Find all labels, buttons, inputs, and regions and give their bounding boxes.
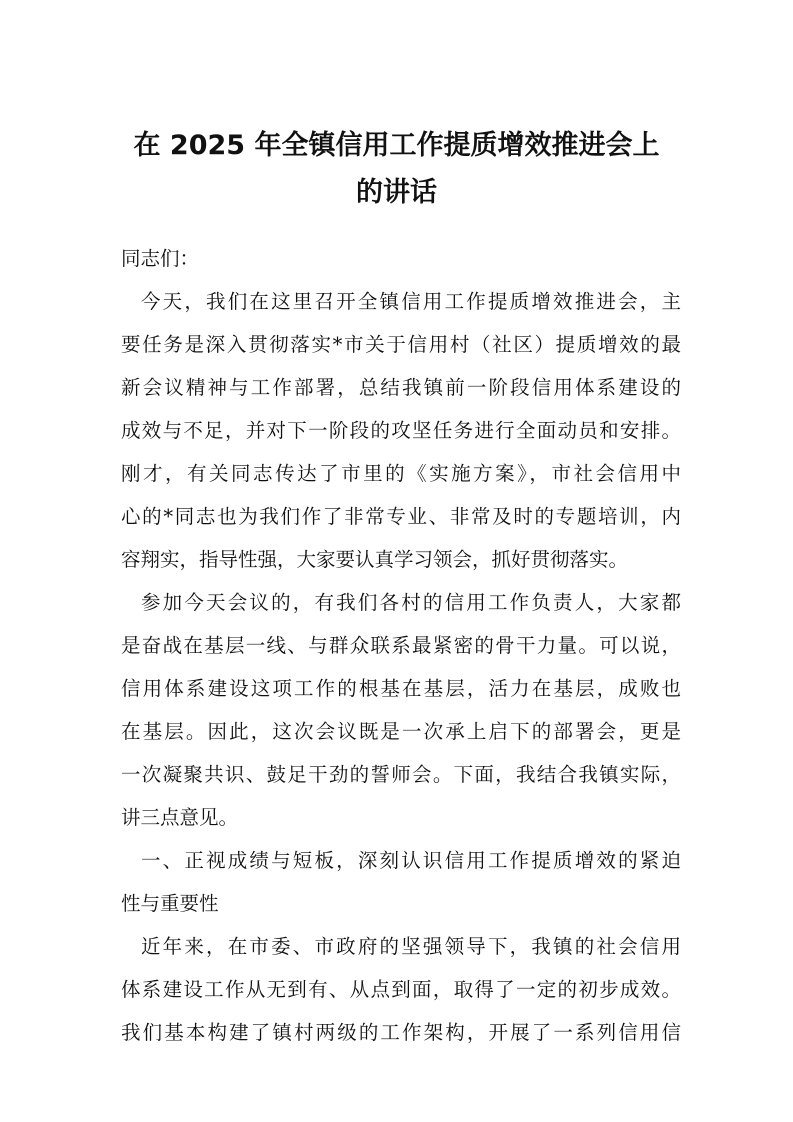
body-text-line: 我们基本构建了镇村两级的工作架构，开展了一系列信用信 xyxy=(121,1021,681,1044)
body-text-line: 是奋战在基层一线、与群众联系最紧密的骨干力量。可以说， xyxy=(121,634,681,657)
body-text-line: 成效与不足，并对下一阶段的攻坚任务进行全面动员和安排。 xyxy=(121,419,681,442)
title-line-1: 在 2025 年全镇信用工作提质增效推进会上 xyxy=(133,130,660,161)
body-text-line: 在基层。因此，这次会议既是一次承上启下的部署会，更是 xyxy=(121,720,681,743)
body-text-line: 容翔实，指导性强，大家要认真学习领会，抓好贯彻落实。 xyxy=(121,548,629,571)
document-title xyxy=(100,122,693,216)
body-text-line: 新会议精神与工作部署，总结我镇前一阶段信用体系建设的 xyxy=(121,376,681,399)
body-text-line: 近年来，在市委、市政府的坚强领导下，我镇的社会信用 xyxy=(141,935,681,958)
body-text-line: 一次凝聚共识、鼓足干劲的誓师会。下面，我结合我镇实际， xyxy=(121,763,681,786)
body-text-line: 今天，我们在这里召开全镇信用工作提质增效推进会，主 xyxy=(141,290,681,313)
body-text-line: 性与重要性 xyxy=(121,892,219,915)
body-text-line: 要任务是深入贯彻落实*市关于信用村（社区）提质增效的最 xyxy=(121,333,681,356)
body-text-line: 一、正视成绩与短板，深刻认识信用工作提质增效的紧迫 xyxy=(141,849,681,872)
title-line-2: 的讲话 xyxy=(356,177,437,208)
body-text-line: 参加今天会议的，有我们各村的信用工作负责人，大家都 xyxy=(141,591,681,614)
body-text-line: 同志们： xyxy=(121,247,200,270)
body-text-line: 信用体系建设这项工作的根基在基层，活力在基层，成败也 xyxy=(121,677,681,700)
body-text-line: 心的*同志也为我们作了非常专业、非常及时的专题培训，内 xyxy=(121,505,681,528)
document-body xyxy=(121,237,681,1054)
body-text-line: 刚才，有关同志传达了市里的《实施方案》，市社会信用中 xyxy=(121,462,681,485)
body-text-line: 体系建设工作从无到有、从点到面，取得了一定的初步成效。 xyxy=(121,978,681,1001)
body-text-line: 讲三点意见。 xyxy=(121,806,239,829)
